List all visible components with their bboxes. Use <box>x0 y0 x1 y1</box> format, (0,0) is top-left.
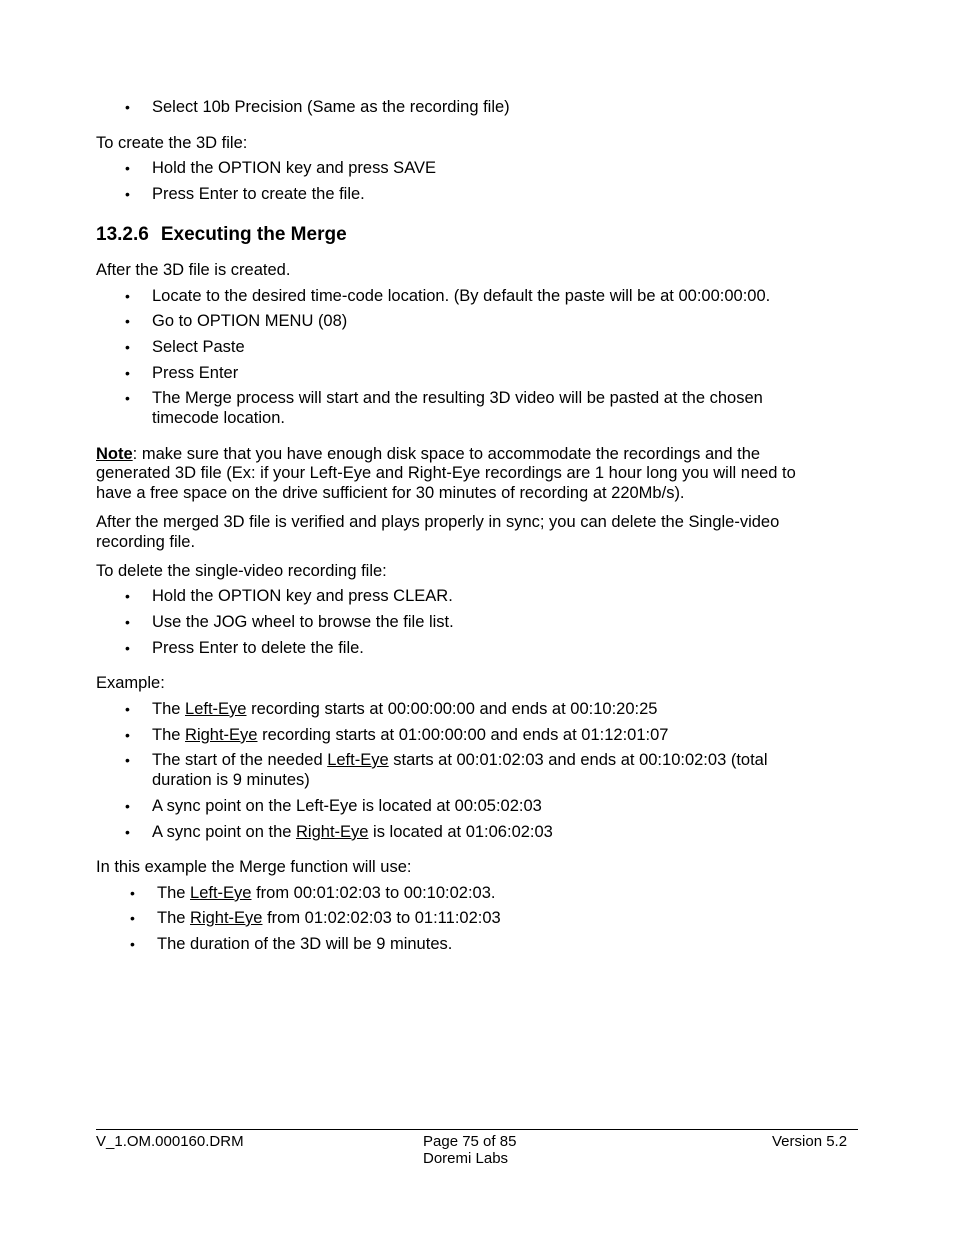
list-item: The Left-Eye from 00:01:02:03 to 00:10:02:03. <box>157 884 496 902</box>
list-item: Use the JOG wheel to browse the file list. <box>152 613 454 631</box>
left-eye-link[interactable]: Left-Eye <box>190 884 252 902</box>
list-item: The duration of the 3D will be 9 minutes. <box>157 935 453 953</box>
list-item: Press Enter <box>152 364 239 382</box>
right-eye-link[interactable]: Right-Eye <box>190 909 263 927</box>
list-item: The Merge process will start and the resulting 3D video will be pasted at the chosen <box>152 389 763 407</box>
paragraph: Example: <box>96 674 165 692</box>
bullet-icon: • <box>125 752 130 768</box>
list-item-continuation: duration is 9 minutes) <box>152 771 310 789</box>
section-title: Executing the Merge <box>160 224 347 245</box>
list-item: Go to OPTION MENU (08) <box>152 312 348 330</box>
note-paragraph-line: have a free space on the drive sufficient for 30 minutes of recording at 220Mb/s). <box>96 484 685 502</box>
bullet-icon: • <box>125 160 130 176</box>
bullet-icon: • <box>130 885 135 901</box>
footer-divider <box>96 1129 858 1130</box>
bullet-icon: • <box>130 910 135 926</box>
list-item: The Left-Eye recording starts at 00:00:00:00 and ends at 00:10:20:25 <box>152 700 658 718</box>
list-item: Hold the OPTION key and press SAVE <box>152 159 436 177</box>
list-item: Select 10b Precision (Same as the recording file) <box>152 98 510 116</box>
bullet-icon: • <box>125 798 130 814</box>
list-item: Press Enter to delete the file. <box>152 639 364 657</box>
bullet-icon: • <box>125 99 130 115</box>
paragraph: recording file. <box>96 533 196 551</box>
list-item-continuation: timecode location. <box>152 409 285 427</box>
list-item: Select Paste <box>152 338 245 356</box>
bullet-icon: • <box>125 640 130 656</box>
bullet-icon: • <box>125 390 130 406</box>
bullet-icon: • <box>125 288 130 304</box>
list-item: Locate to the desired time-code location. (By default the paste will be at 00:00:00:00. <box>152 287 771 305</box>
list-item: The Right-Eye from 01:02:02:03 to 01:11:02:03 <box>157 909 501 927</box>
bullet-icon: • <box>125 588 130 604</box>
paragraph: To delete the single-video recording file: <box>96 562 387 580</box>
right-eye-link[interactable]: Right-Eye <box>185 726 258 744</box>
bullet-icon: • <box>125 701 130 717</box>
paragraph: In this example the Merge function will use: <box>96 858 412 876</box>
list-item: A sync point on the Right-Eye is located at 01:06:02:03 <box>152 823 553 841</box>
bullet-icon: • <box>125 614 130 630</box>
left-eye-link[interactable]: Left-Eye <box>327 751 389 769</box>
bullet-icon: • <box>125 313 130 329</box>
bullet-icon: • <box>130 936 135 952</box>
list-item: The Right-Eye recording starts at 01:00:00:00 and ends at 01:12:01:07 <box>152 726 669 744</box>
bullet-icon: • <box>125 186 130 202</box>
list-item: Press Enter to create the file. <box>152 185 365 203</box>
note-text: : make sure that you have enough disk space to accommodate the recordings and the <box>132 445 761 463</box>
bullet-icon: • <box>125 365 130 381</box>
footer-doc-id: V_1.OM.000160.DRM <box>96 1133 244 1150</box>
bullet-icon: • <box>125 727 130 743</box>
right-eye-link[interactable]: Right-Eye <box>296 823 369 841</box>
footer-company: Doremi Labs <box>423 1150 509 1167</box>
note-paragraph <box>96 444 760 464</box>
note-label: Note <box>96 445 133 463</box>
paragraph: After the 3D file is created. <box>96 261 291 279</box>
list-item: A sync point on the Left-Eye is located at 00:05:02:03 <box>152 797 542 815</box>
list-item: The start of the needed Left-Eye starts at 00:01:02:03 and ends at 00:10:02:03 (total <box>152 751 768 769</box>
list-item: Hold the OPTION key and press CLEAR. <box>152 587 453 605</box>
paragraph: After the merged 3D file is verified and plays properly in sync; you can delete the Single-video <box>96 513 780 531</box>
bullet-icon: • <box>125 824 130 840</box>
section-heading <box>96 225 347 245</box>
bullet-icon: • <box>125 339 130 355</box>
note-paragraph-line: generated 3D file (Ex: if your Left-Eye and Right-Eye recordings are 1 hour long you will need to <box>96 464 796 482</box>
left-eye-link[interactable]: Left-Eye <box>185 700 247 718</box>
section-number: 13.2.6 <box>96 224 149 245</box>
paragraph: To create the 3D file: <box>96 134 248 152</box>
footer-page-number: Page 75 of 85 <box>423 1133 517 1150</box>
footer-version: Version 5.2 <box>772 1133 848 1150</box>
